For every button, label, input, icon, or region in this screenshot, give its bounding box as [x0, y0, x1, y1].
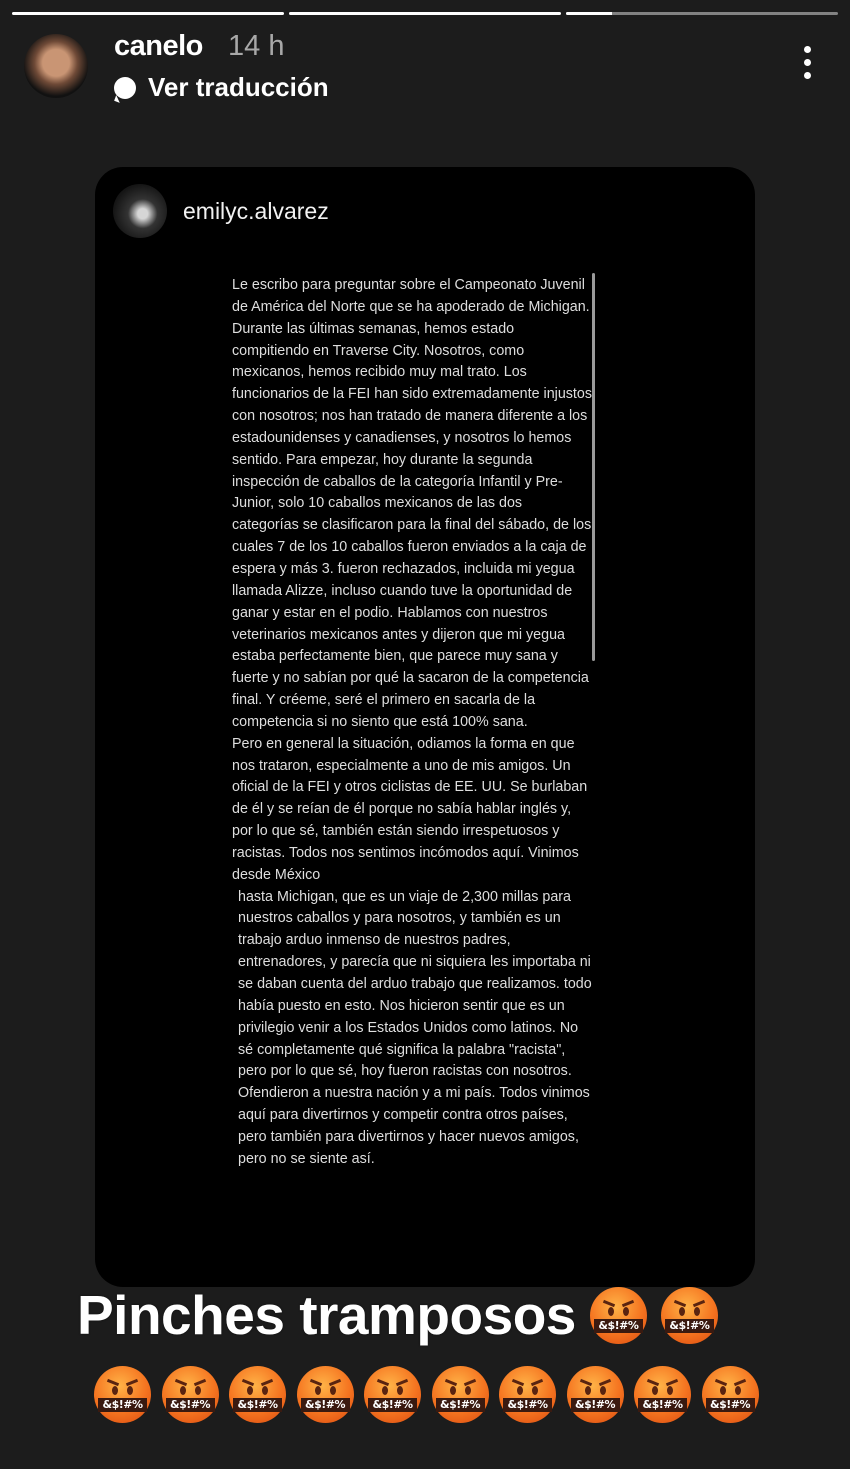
- progress-segment-1: [12, 12, 284, 15]
- story-username[interactable]: canelo: [114, 30, 203, 62]
- face-with-symbols-on-mouth-icon: [297, 1366, 354, 1423]
- emoji-symbols: &$!#%: [368, 1398, 417, 1412]
- more-dot: [804, 59, 811, 66]
- face-with-symbols-on-mouth-icon: [590, 1287, 647, 1344]
- story-caption: [77, 1283, 718, 1347]
- more-options-button[interactable]: [804, 46, 812, 79]
- emoji-symbols: &$!#%: [571, 1398, 620, 1412]
- face-with-symbols-on-mouth-icon: [634, 1366, 691, 1423]
- emoji-row: [94, 1366, 759, 1423]
- emoji-symbols: &$!#%: [233, 1398, 282, 1412]
- more-vertical-icon: [804, 46, 811, 53]
- face-with-symbols-on-mouth-icon: [702, 1366, 759, 1423]
- translate-label: Ver traducción: [148, 72, 329, 102]
- user-avatar[interactable]: [24, 34, 88, 98]
- face-with-symbols-on-mouth-icon: [94, 1366, 151, 1423]
- more-dot: [804, 72, 811, 79]
- emoji-symbols: &$!#%: [166, 1398, 215, 1412]
- emoji-symbols: &$!#%: [301, 1398, 350, 1412]
- shared-post-card[interactable]: [95, 167, 755, 1287]
- emoji-symbols: &$!#%: [98, 1398, 147, 1412]
- letter-paragraph-2: Pero en general la situación, odiamos la forma en que nos trataron, especialmente a uno de mis amigos. Un oficial de la FEI y otros ciclistas de EE. UU. Se burlaban de él y se reían de él porque no sabía hablar inglés y, por lo que sé, también están siendo irrespetuosos y racistas. Todos nos sentimos incómodos aquí. Vinimos desde México: [232, 735, 588, 883]
- caption-text: Pinches tramposos: [77, 1284, 576, 1346]
- face-with-symbols-on-mouth-icon: [432, 1366, 489, 1423]
- letter-text: [232, 275, 592, 1171]
- emoji-symbols: &$!#%: [594, 1319, 643, 1333]
- emoji-symbols: &$!#%: [638, 1398, 687, 1412]
- letter-paragraph-1: Le escribo para preguntar sobre el Campeonato Juvenil de América del Norte que se ha apoderado de Michigan. Durante las últimas semanas, hemos estado compitiendo en Traverse City. Nosotros, como mexicanos, hemos recibido muy mal trato. Los funcionarios de la FEI han sido extremadamente injustos con nosotros; nos han tratado de manera diferente a los estadounidenses y canadienses, y nosotros lo hemos sentido. Para empezar, hoy durante la segunda inspección de caballos de la categoría Infantil y Pre-Junior, solo 10 caballos mexicanos de las dos categorías se clasificaron para la final del sábado, de los cuales 7 de los 10 caballos fueron enviados a la caja de espera y más 3. fueron rechazados, incluida mi yegua llamada Alizze, incluso cuando tuve la oportunidad de ganar y estar en el podio. Hablamos con nuestros veterinarios mexicanos antes y dijeron que mi yegua estaba perfectamente bien, que parece muy sana y fuerte y no sabían por qué la sacaron de la competencia final. Y créeme, seré el primero en sacarla de la competencia si no siento que está 100% sana.: [232, 277, 593, 730]
- progress-segment-3: [566, 12, 838, 15]
- emoji-symbols: &$!#%: [706, 1398, 755, 1412]
- story-header: [24, 32, 826, 112]
- story-progress-bar: [12, 12, 838, 15]
- face-with-symbols-on-mouth-icon: [567, 1366, 624, 1423]
- see-translation-button[interactable]: [114, 72, 329, 103]
- emoji-symbols: &$!#%: [436, 1398, 485, 1412]
- progress-segment-2: [289, 12, 561, 15]
- face-with-symbols-on-mouth-icon: [229, 1366, 286, 1423]
- emoji-symbols: &$!#%: [503, 1398, 552, 1412]
- letter-scrollbar[interactable]: [592, 273, 595, 661]
- face-with-symbols-on-mouth-icon: [499, 1366, 556, 1423]
- shared-post-username[interactable]: emilyc.alvarez: [183, 198, 329, 224]
- letter-paragraph-3: hasta Michigan, que es un viaje de 2,300 millas para nuestros caballos y para nosotros, y también es un trabajo arduo inmenso de nuestros padres, entrenadores, y parecía que ni siquiera les importaba ni se daban cuenta del arduo trabajo que realizamos. todo había puesto en esto. Nos hicieron sentir que es un privilegio venir a los Estados Unidos como latinos. No sé completamente qué significa la palabra "racista", pero por lo que sé, hoy fueron racistas con nosotros. Ofendieron a nuestra nación y a mi país. Todos vinimos aquí para divertirnos y competir contra otros países, pero también para divertirnos y hacer nuevos amigos, pero no se siente así.: [238, 888, 592, 1167]
- face-with-symbols-on-mouth-icon: [661, 1287, 718, 1344]
- face-with-symbols-on-mouth-icon: [162, 1366, 219, 1423]
- story-timestamp: 14 h: [228, 30, 285, 62]
- emoji-symbols: &$!#%: [665, 1319, 714, 1333]
- face-with-symbols-on-mouth-icon: [364, 1366, 421, 1423]
- shared-post-avatar[interactable]: [113, 184, 167, 238]
- speech-bubble-icon: [114, 77, 136, 99]
